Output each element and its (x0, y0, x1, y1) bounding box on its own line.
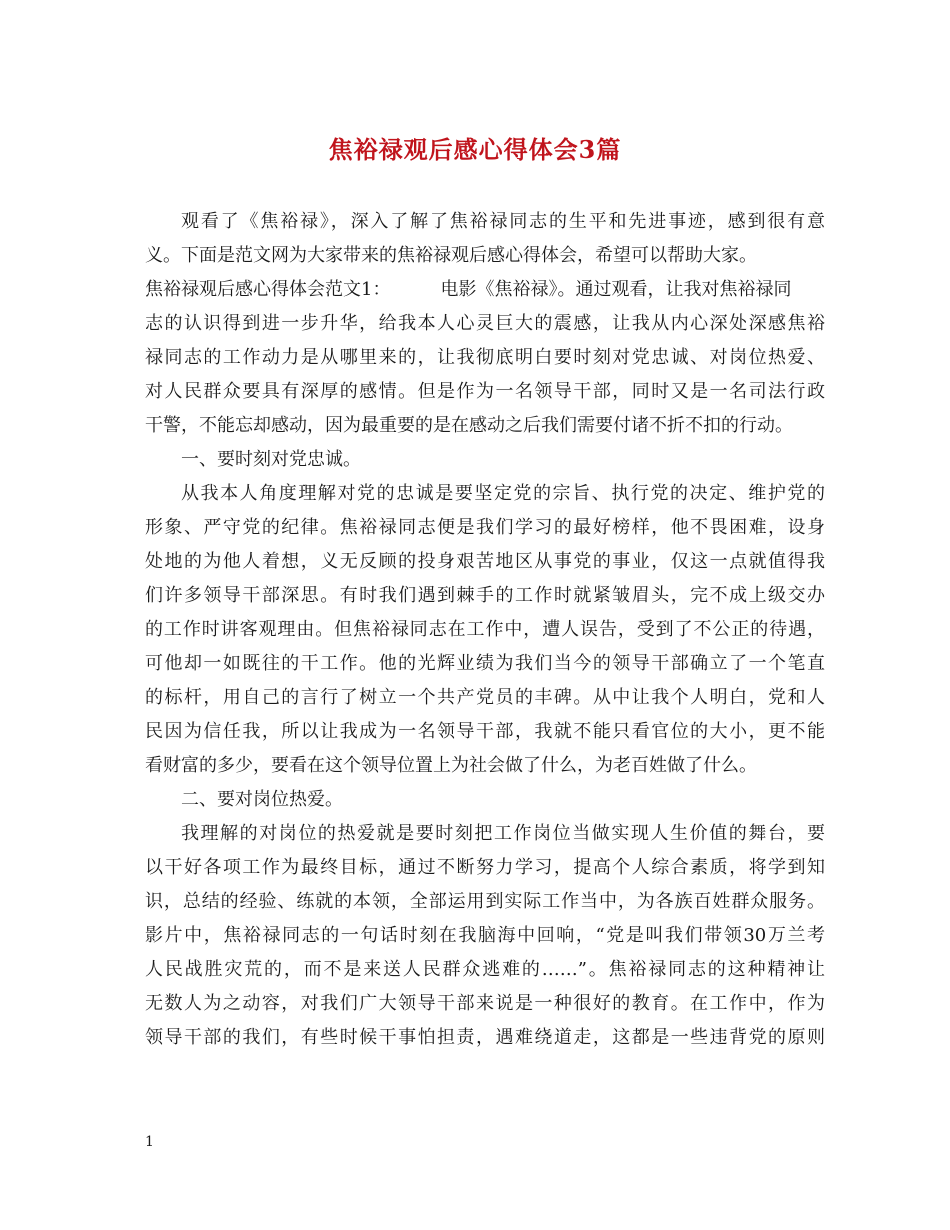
paragraph-line: 形象、严守党的纪律。焦裕禄同志便是我们学习的最好榜样，他不畏困难，设身 (145, 517, 825, 538)
paragraph-line: 志的认识得到进一步升华，给我本人心灵巨大的震感，让我从内心深处深感焦裕 (145, 313, 825, 334)
document-body (145, 205, 825, 1055)
paragraph-line: 们许多领导干部深思。有时我们遇到棘手的工作时就紧皱眉头，完不成上级交办 (145, 585, 825, 606)
paragraph-line: 义。下面是范文网为大家带来的焦裕禄观后感心得体会，希望可以帮助大家。 (145, 245, 757, 266)
paragraph-line: 影片中，焦裕禄同志的一句话时刻在我脑海中回响，“党是叫我们带领30万兰考 (145, 925, 825, 946)
paragraph-line: 以干好各项工作为最终目标，通过不断努力学习，提高个人综合素质，将学到知 (145, 857, 825, 878)
paragraph-line: 从我本人角度理解对党的忠诚是要坚定党的宗旨、执行党的决定、维护党的 (181, 483, 825, 504)
sample-heading: 焦裕禄观后感心得体会范文1： (145, 279, 391, 300)
paragraph-line: 人民战胜灾荒的，而不是来送人民群众逃难的……”。焦裕禄同志的这种精神让 (145, 959, 825, 980)
page-number: 1 (145, 1134, 154, 1150)
paragraph-line: 我理解的对岗位的热爱就是要时刻把工作岗位当做实现人生价值的舞台，要 (181, 823, 825, 844)
paragraph-line: 的标杆，用自己的言行了树立一个共产党员的丰碑。从中让我个人明白，党和人 (145, 687, 825, 708)
section-heading: 一、要时刻对党忠诚。 (181, 449, 361, 470)
paragraph-line: 观看了《焦裕禄》，深入了解了焦裕禄同志的生平和先进事迹，感到很有意 (181, 211, 825, 232)
section-heading: 二、要对岗位热爱。 (181, 789, 343, 810)
document-title: 焦裕禄观后感心得体会3篇 (328, 135, 622, 164)
paragraph-line: 领导干部的我们，有些时候干事怕担责，遇难绕道走，这都是一些违背党的原则 (145, 1027, 825, 1048)
sample-intro: 电影《焦裕禄》。通过观看，让我对焦裕禄同 (440, 279, 792, 300)
paragraph-line: 无数人为之动容，对我们广大领导干部来说是一种很好的教育。在工作中，作为 (145, 993, 825, 1014)
paragraph-line: 民因为信任我，所以让我成为一名领导干部，我就不能只看官位的大小，更不能 (145, 721, 825, 742)
paragraph-line (145, 273, 825, 307)
paragraph-line: 对人民群众要具有深厚的感情。但是作为一名领导干部，同时又是一名司法行政 (145, 381, 825, 402)
paragraph-line: 处地的为他人着想，义无反顾的投身艰苦地区从事党的事业，仅这一点就值得我 (145, 551, 825, 572)
paragraph-line: 识，总结的经验、练就的本领，全部运用到实际工作当中，为各族百姓群众服务。 (145, 891, 825, 912)
paragraph-line: 可他却一如既往的干工作。他的光辉业绩为我们当今的领导干部确立了一个笔直 (145, 653, 825, 674)
paragraph-line: 看财富的多少，要看在这个领导位置上为社会做了什么，为老百姓做了什么。 (145, 755, 757, 776)
paragraph-line: 禄同志的工作动力是从哪里来的，让我彻底明白要时刻对党忠诚、对岗位热爱、 (145, 347, 825, 368)
paragraph-line: 的工作时讲客观理由。但焦裕禄同志在工作中，遭人误告，受到了不公正的待遇， (145, 619, 825, 640)
paragraph-line: 干警，不能忘却感动，因为最重要的是在感动之后我们需要付诸不折不扣的行动。 (145, 415, 793, 436)
